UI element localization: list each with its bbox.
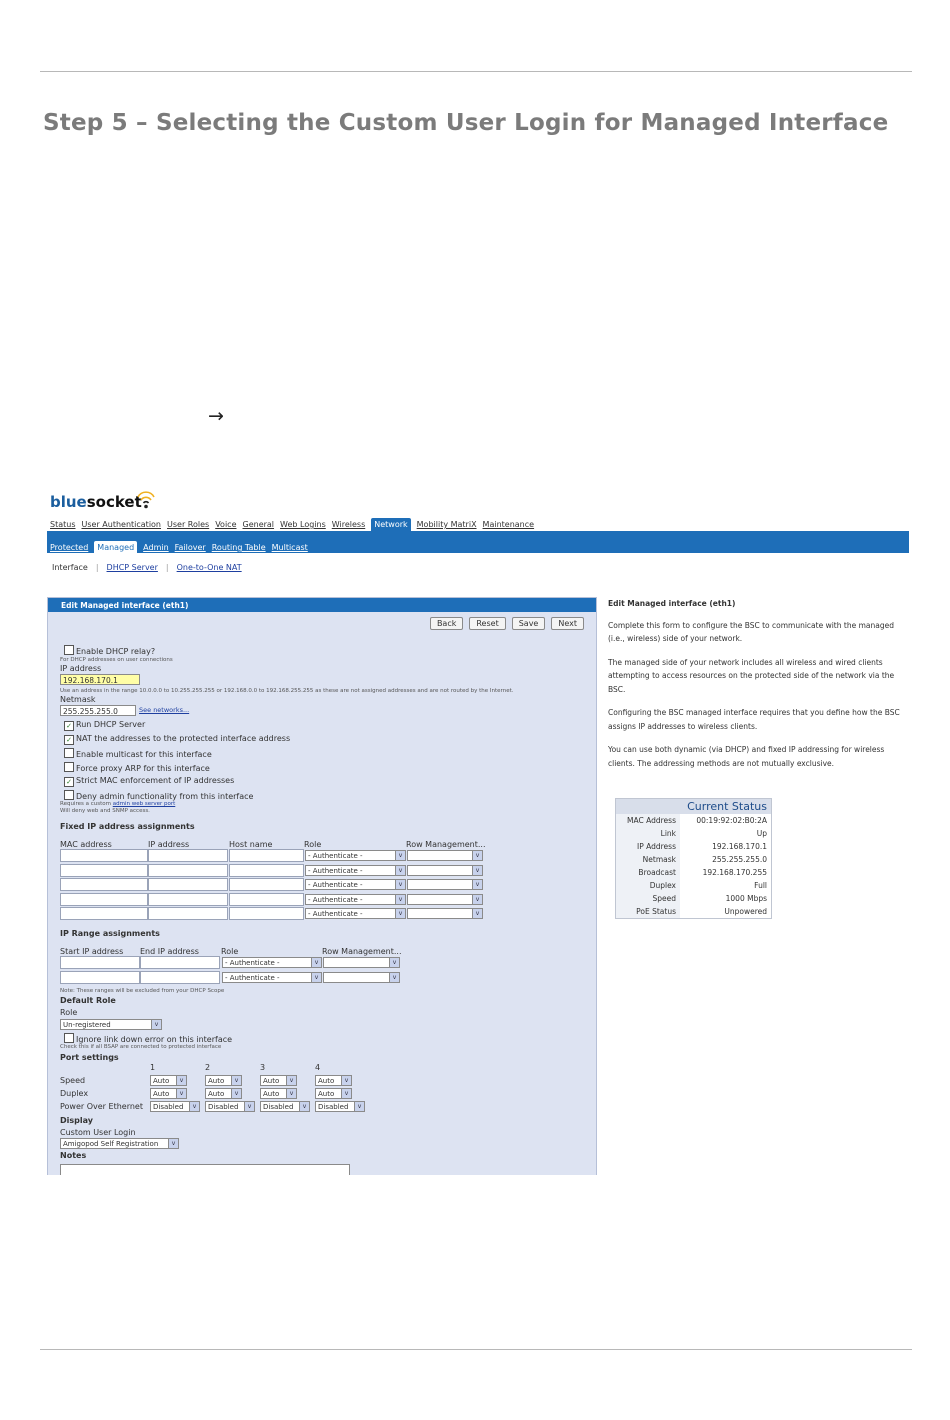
nav-general[interactable]: General — [242, 520, 275, 529]
fixed-ip-cell[interactable] — [148, 893, 228, 906]
fixed-ip-cell[interactable] — [148, 849, 228, 862]
notes-title: Notes — [60, 1151, 87, 1160]
fixed-ip-cell[interactable] — [229, 907, 304, 920]
reset-button[interactable]: Reset — [469, 617, 505, 630]
help-title: Edit Managed interface (eth1) — [608, 599, 736, 608]
status-row: IP Address 192.168.170.1 — [616, 840, 771, 853]
col-start-ip: Start IP address — [60, 947, 124, 956]
range-row-management-select[interactable] — [323, 957, 400, 968]
help-paragraph: The managed side of your network includes all wireless and wired clients attempting to access resources on the protected side of the network via the BSC. — [608, 657, 895, 694]
tab-managed[interactable]: Managed — [94, 541, 137, 554]
default-role-title: Default Role — [60, 996, 116, 1005]
duplex-select-port-1[interactable]: Auto v — [150, 1088, 187, 1099]
fixed-ip-cell[interactable] — [60, 893, 148, 906]
netmask-input[interactable]: 255.255.255.0 — [60, 705, 136, 716]
status-row: PoE Status Unpowered — [616, 905, 771, 918]
col-host-name: Host name — [229, 840, 273, 849]
nav-maintenance[interactable]: Maintenance — [482, 520, 535, 529]
poe-select-port-3[interactable]: Disabled v — [260, 1101, 310, 1112]
poe-select-port-1[interactable]: Disabled v — [150, 1101, 200, 1112]
row-management-select[interactable] — [407, 879, 483, 890]
row-management-select[interactable] — [407, 894, 483, 905]
port-settings-title: Port settings — [60, 1053, 119, 1062]
status-row: Broadcast 192.168.170.255 — [616, 866, 771, 879]
nav-wireless[interactable]: Wireless — [331, 520, 366, 529]
multicast-checkbox[interactable] — [64, 748, 74, 758]
range-note: Note: These ranges will be excluded from your DHCP Scope — [60, 988, 225, 994]
ip-address-input[interactable]: 192.168.170.1 — [60, 674, 140, 685]
ip-range-cell[interactable] — [60, 971, 140, 984]
deny-admin-checkbox[interactable] — [64, 790, 74, 800]
status-title: Current Status — [616, 799, 771, 814]
edit-managed-interface-form — [47, 597, 597, 1175]
fixed-ip-cell[interactable] — [229, 878, 304, 891]
ip-range-cell[interactable] — [140, 971, 220, 984]
help-paragraph: Configuring the BSC managed interface requires that you define how the BSC assigns IP addresses to wireless clients. — [608, 708, 900, 731]
see-networks-link[interactable]: See networks... — [139, 706, 190, 714]
col-range-role: Role — [221, 947, 239, 956]
bottom-rule — [40, 1349, 912, 1350]
top-nav — [50, 520, 540, 529]
nav-user-roles[interactable]: User Roles — [167, 520, 210, 529]
col-end-ip: End IP address — [140, 947, 199, 956]
col-role: Role — [304, 840, 322, 849]
nav-network[interactable]: Network — [371, 518, 410, 531]
current-status-box — [615, 798, 772, 919]
deny-admin-option[interactable]: Deny admin functionality from this interface — [64, 790, 253, 801]
top-rule — [40, 71, 912, 72]
status-row: Netmask 255.255.255.0 — [616, 853, 771, 866]
tab-admin[interactable]: Admin — [143, 543, 169, 552]
dhcp-relay-checkbox[interactable] — [64, 645, 74, 655]
sub-nav — [50, 543, 314, 552]
port-1-label: 1 — [150, 1063, 156, 1072]
poe-select-port-2[interactable]: Disabled v — [205, 1101, 255, 1112]
help-panel — [608, 597, 906, 780]
fixed-ip-cell[interactable] — [148, 878, 228, 891]
nav-mobility-matrix[interactable]: Mobility MatriX — [416, 520, 477, 529]
role-select[interactable]: - Authenticate - v — [305, 850, 406, 861]
role-select[interactable]: - Authenticate - v — [305, 908, 406, 919]
port-3-label: 3 — [260, 1063, 266, 1072]
duplex-label: Duplex — [60, 1089, 89, 1098]
form-title: Edit Managed interface (eth1) — [48, 598, 596, 612]
speed-select-port-2[interactable]: Auto v — [205, 1075, 242, 1086]
help-paragraph: Complete this form to configure the BSC to communicate with the managed (i.e., wireless) side of your network. — [608, 620, 894, 643]
speed-select-port-4[interactable]: Auto v — [315, 1075, 352, 1086]
speed-select-port-1[interactable]: Auto v — [150, 1075, 187, 1086]
screenshot-figure — [43, 485, 909, 1175]
fixed-ip-cell[interactable] — [60, 878, 148, 891]
range-row-management-select[interactable] — [323, 972, 400, 983]
proxy-arp-checkbox[interactable] — [64, 762, 74, 772]
fixed-ip-cell[interactable] — [229, 864, 304, 877]
ignore-link-option[interactable]: Ignore link down error on this interface — [64, 1033, 232, 1044]
nav-user-authentication[interactable]: User Authentication — [81, 520, 162, 529]
tab-failover[interactable]: Failover — [174, 543, 206, 552]
nav-status[interactable]: Status — [50, 520, 76, 529]
fixed-ip-cell[interactable] — [229, 849, 304, 862]
ip-range-cell[interactable] — [60, 956, 140, 969]
wifi-icon — [135, 487, 157, 511]
nat-option[interactable]: ✓ NAT the addresses to the protected interface address — [64, 734, 290, 745]
link-interface[interactable]: Interface — [52, 563, 88, 572]
fixed-ip-cell[interactable] — [148, 907, 228, 920]
fixed-ip-cell[interactable] — [148, 864, 228, 877]
deny-admin-hint-2: Will deny web and SNMP access. — [60, 808, 150, 814]
run-dhcp-option[interactable]: ✓ Run DHCP Server — [64, 720, 145, 731]
arrow-icon: → — [208, 405, 224, 427]
nat-checkbox[interactable]: ✓ — [64, 735, 74, 745]
page-title: Step 5 – Selecting the Custom User Login for Managed Interface — [43, 110, 889, 136]
role-label: Role — [60, 1008, 78, 1017]
default-role-select[interactable]: Un-registered v — [60, 1019, 162, 1030]
fixed-ip-cell[interactable] — [229, 893, 304, 906]
status-row: Speed 1000 Mbps — [616, 892, 771, 905]
status-row: Duplex Full — [616, 879, 771, 892]
fixed-ip-cell[interactable] — [60, 864, 148, 877]
display-title: Display — [60, 1116, 93, 1125]
ip-range-cell[interactable] — [140, 956, 220, 969]
range-role-select[interactable]: - Authenticate - v — [222, 972, 322, 983]
ip-address-label: IP address — [60, 664, 102, 673]
row-management-select[interactable] — [407, 908, 483, 919]
poe-select-port-4[interactable]: Disabled v — [315, 1101, 365, 1112]
col-mac-address: MAC address — [60, 840, 112, 849]
netmask-label: Netmask — [60, 695, 96, 704]
tab-routing-table[interactable]: Routing Table — [211, 543, 266, 552]
duplex-select-port-3[interactable]: Auto v — [260, 1088, 297, 1099]
admin-port-link[interactable]: admin web server port — [112, 801, 176, 807]
save-button[interactable]: Save — [512, 617, 546, 630]
nav-voice[interactable]: Voice — [215, 520, 237, 529]
custom-login-label: Custom User Login — [60, 1128, 136, 1137]
tab-protected[interactable]: Protected — [50, 543, 89, 552]
range-role-select[interactable]: - Authenticate - v — [222, 957, 322, 968]
status-row: Link Up — [616, 827, 771, 840]
link-dhcp-server[interactable]: DHCP Server — [106, 563, 158, 572]
duplex-select-port-2[interactable]: Auto v — [205, 1088, 242, 1099]
port-2-label: 2 — [205, 1063, 211, 1072]
link-one-to-one-nat[interactable]: One-to-One NAT — [176, 563, 242, 572]
poe-label: Power Over Ethernet — [60, 1102, 143, 1111]
row-management-select[interactable] — [407, 850, 483, 861]
proxy-arp-option[interactable]: Force proxy ARP for this interface — [64, 762, 210, 773]
duplex-select-port-4[interactable]: Auto v — [315, 1088, 352, 1099]
dhcp-relay-hint: For DHCP addresses on user connections — [60, 657, 173, 663]
next-button[interactable]: Next — [551, 617, 584, 630]
status-row: MAC Address 00:19:92:02:B0:2A — [616, 814, 771, 827]
dhcp-relay-option[interactable]: Enable DHCP relay? — [64, 645, 155, 656]
strict-mac-checkbox[interactable]: ✓ — [64, 777, 74, 787]
col-row-management: Row Management... — [406, 840, 486, 849]
role-select[interactable]: - Authenticate - v — [305, 865, 406, 876]
ip-range-title: IP Range assignments — [60, 929, 160, 938]
role-select[interactable]: - Authenticate - v — [305, 894, 406, 905]
form-buttons — [430, 617, 584, 630]
fixed-ip-cell[interactable] — [60, 849, 148, 862]
custom-login-select[interactable]: Amigopod Self Registration v — [60, 1138, 179, 1149]
ignore-link-hint: Check this if all BSAP are connected to protected interface — [60, 1044, 222, 1050]
deny-admin-hint: Requires a custom admin web server port — [60, 801, 176, 807]
run-dhcp-checkbox[interactable]: ✓ — [64, 721, 74, 731]
sub-sub-nav: Interface | DHCP Server | One-to-One NAT — [52, 563, 242, 572]
port-4-label: 4 — [315, 1063, 321, 1072]
role-select[interactable]: - Authenticate - v — [305, 879, 406, 890]
bluesocket-logo: bluesocket — [50, 493, 142, 511]
speed-select-port-3[interactable]: Auto v — [260, 1075, 297, 1086]
tab-multicast[interactable]: Multicast — [271, 543, 308, 552]
fixed-ip-cell[interactable] — [60, 907, 148, 920]
col-ip-address: IP address — [148, 840, 190, 849]
multicast-option[interactable]: Enable multicast for this interface — [64, 748, 212, 759]
nav-web-logins[interactable]: Web Logins — [280, 520, 326, 529]
speed-label: Speed — [60, 1076, 86, 1085]
col-range-row-management: Row Management... — [322, 947, 402, 956]
fixed-ip-title: Fixed IP address assignments — [60, 822, 195, 831]
notes-textarea[interactable] — [60, 1164, 350, 1175]
row-management-select[interactable] — [407, 865, 483, 876]
help-paragraph: You can use both dynamic (via DHCP) and fixed IP addressing for wireless clients. The addressing methods are not mutually exclusive. — [608, 745, 885, 768]
ignore-link-checkbox[interactable] — [64, 1033, 74, 1043]
ip-address-hint: Use an address in the range 10.0.0.0 to 10.255.255.255 or 192.168.0.0 to 192.168.255.255 as these are not assigned addresses and are not routed by the Internet. — [60, 688, 514, 694]
strict-mac-option[interactable]: ✓ Strict MAC enforcement of IP addresses — [64, 776, 234, 787]
back-button[interactable]: Back — [430, 617, 463, 630]
